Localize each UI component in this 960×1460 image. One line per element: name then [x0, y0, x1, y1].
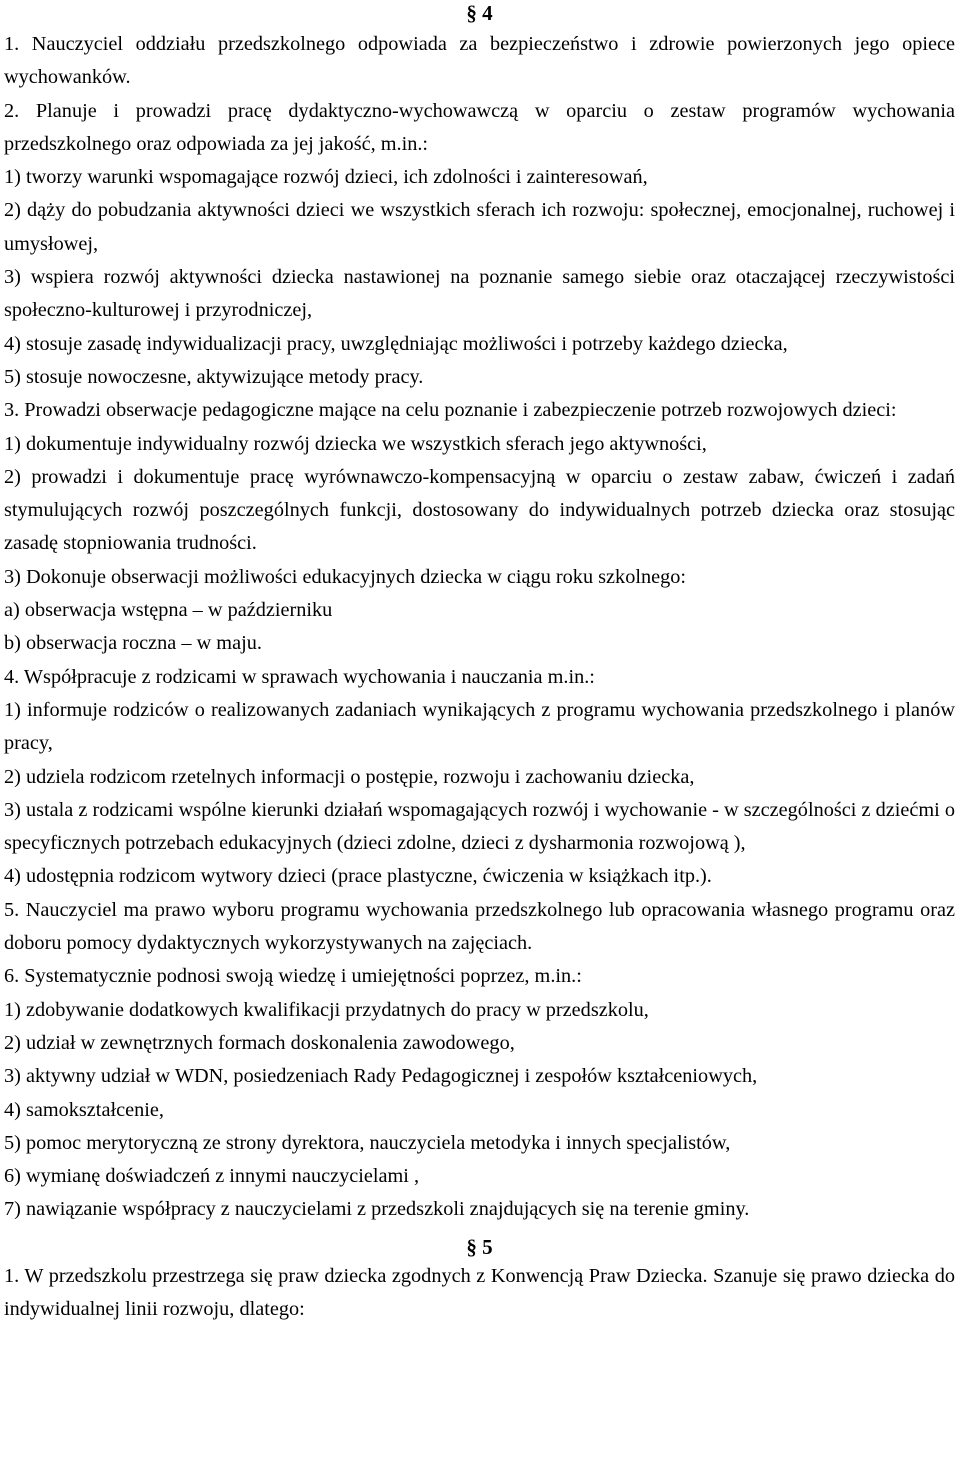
- list-item: 4) samokształcenie,: [4, 1098, 164, 1121]
- list-item: 1) tworzy warunki wspomagające rozwój dzieci, ich zdolności i zainteresowań,: [4, 166, 648, 189]
- list-item: 2) dąży do pobudzania aktywności dzieci we wszystkich sferach ich rozwoju: społecznej, emocjonalnej, ruchowej i umysłowej,: [4, 199, 955, 255]
- list-item: a) obserwacja wstępna – w październiku: [4, 599, 333, 622]
- paragraph: 4. Współpracuje z rodzicami w sprawach wychowania i nauczania m.in.:: [4, 665, 595, 688]
- list-item: 2) udział w zewnętrznych formach doskonalenia zawodowego,: [4, 1031, 515, 1054]
- list-item: 5) pomoc merytoryczną ze strony dyrektora, nauczyciela metodyka i innych specjalistów,: [4, 1131, 731, 1154]
- paragraph: 6. Systematycznie podnosi swoją wiedzę i umiejętności poprzez, m.in.:: [4, 965, 582, 988]
- list-item: 3) Dokonuje obserwacji możliwości edukacyjnych dziecka w ciągu roku szkolnego:: [4, 565, 687, 588]
- list-item: 5) stosuje nowoczesne, aktywizujące metody pracy.: [4, 365, 424, 388]
- list-item: 1) informuje rodziców o realizowanych zadaniach wynikających z programu wychowania przedszkolnego i planów pracy,: [4, 698, 955, 755]
- section-5: [4, 1227, 955, 1327]
- section-heading: § 4: [466, 1, 493, 25]
- list-item: 3) ustala z rodzicami wspólne kierunki działań wspomagających rozwój i wychowanie - w szczególności z dziećmi o specyficznych potrzebach edukacyjnych (dzieci zdolne, dzieci z dysharmonia rozwojową ),: [4, 798, 955, 855]
- paragraph: 5. Nauczyciel ma prawo wyboru programu wychowania przedszkolnego lub opracowania własnego programu oraz doboru pomocy dydaktycznych wykorzystywanych na zajęciach.: [4, 898, 955, 955]
- section-4: [4, 0, 955, 1227]
- list-item: 4) udostępnia rodzicom wytwory dzieci (prace plastyczne, ćwiczenia w książkach itp.).: [4, 865, 712, 888]
- list-item: 1) dokumentuje indywidualny rozwój dziecka we wszystkich sferach jego aktywności,: [4, 432, 707, 455]
- paragraph: 3. Prowadzi obserwacje pedagogiczne mające na celu poznanie i zabezpieczenie potrzeb rozwojowych dzieci:: [4, 399, 897, 422]
- list-item: 1) zdobywanie dodatkowych kwalifikacji przydatnych do pracy w przedszkolu,: [4, 998, 649, 1021]
- list-item: 2) prowadzi i dokumentuje pracę wyrównawczo-kompensacyjną w oparciu o zestaw zabaw, ćwiczeń i zadań stymulujących rozwój poszczególnych funkcji, dostosowany do indywidualnych potrzeb dziecka oraz stosując zasadę stopniowania trudności.: [4, 465, 955, 555]
- list-item: 6) wymianę doświadczeń z innymi nauczycielami ,: [4, 1165, 420, 1188]
- list-item: 7) nawiązanie współpracy z nauczycielami z przedszkoli znajdujących się na terenie gminy.: [4, 1198, 750, 1221]
- section-heading: § 5: [466, 1234, 493, 1259]
- paragraph: 1. Nauczyciel oddziału przedszkolnego odpowiada za bezpieczeństwo i zdrowie powierzonych jego opiece wychowanków.: [4, 33, 955, 89]
- document-page: [4, 0, 955, 1326]
- paragraph: 2. Planuje i prowadzi pracę dydaktyczno-wychowawczą w oparciu o zestaw programów wychowania przedszkolnego oraz odpowiada za jej jakość, m.in.:: [4, 99, 955, 155]
- list-item: b) obserwacja roczna – w maju.: [4, 632, 262, 655]
- list-item: 2) udziela rodzicom rzetelnych informacji o postępie, rozwoju i zachowaniu dziecka,: [4, 765, 695, 788]
- paragraph: 1. W przedszkolu przestrzega się praw dziecka zgodnych z Konwencją Praw Dziecka. Szanuje się prawo dziecka do indywidualnej linii rozwoju, dlatego:: [4, 1264, 955, 1320]
- list-item: 4) stosuje zasadę indywidualizacji pracy, uwzględniając możliwości i potrzeby każdego dziecka,: [4, 332, 788, 355]
- list-item: 3) wspiera rozwój aktywności dziecka nastawionej na poznanie samego siebie oraz otaczającej rzeczywistości społeczno-kulturowej i przyrodniczej,: [4, 266, 955, 322]
- list-item: 3) aktywny udział w WDN, posiedzeniach Rady Pedagogicznej i zespołów kształceniowych,: [4, 1065, 758, 1088]
